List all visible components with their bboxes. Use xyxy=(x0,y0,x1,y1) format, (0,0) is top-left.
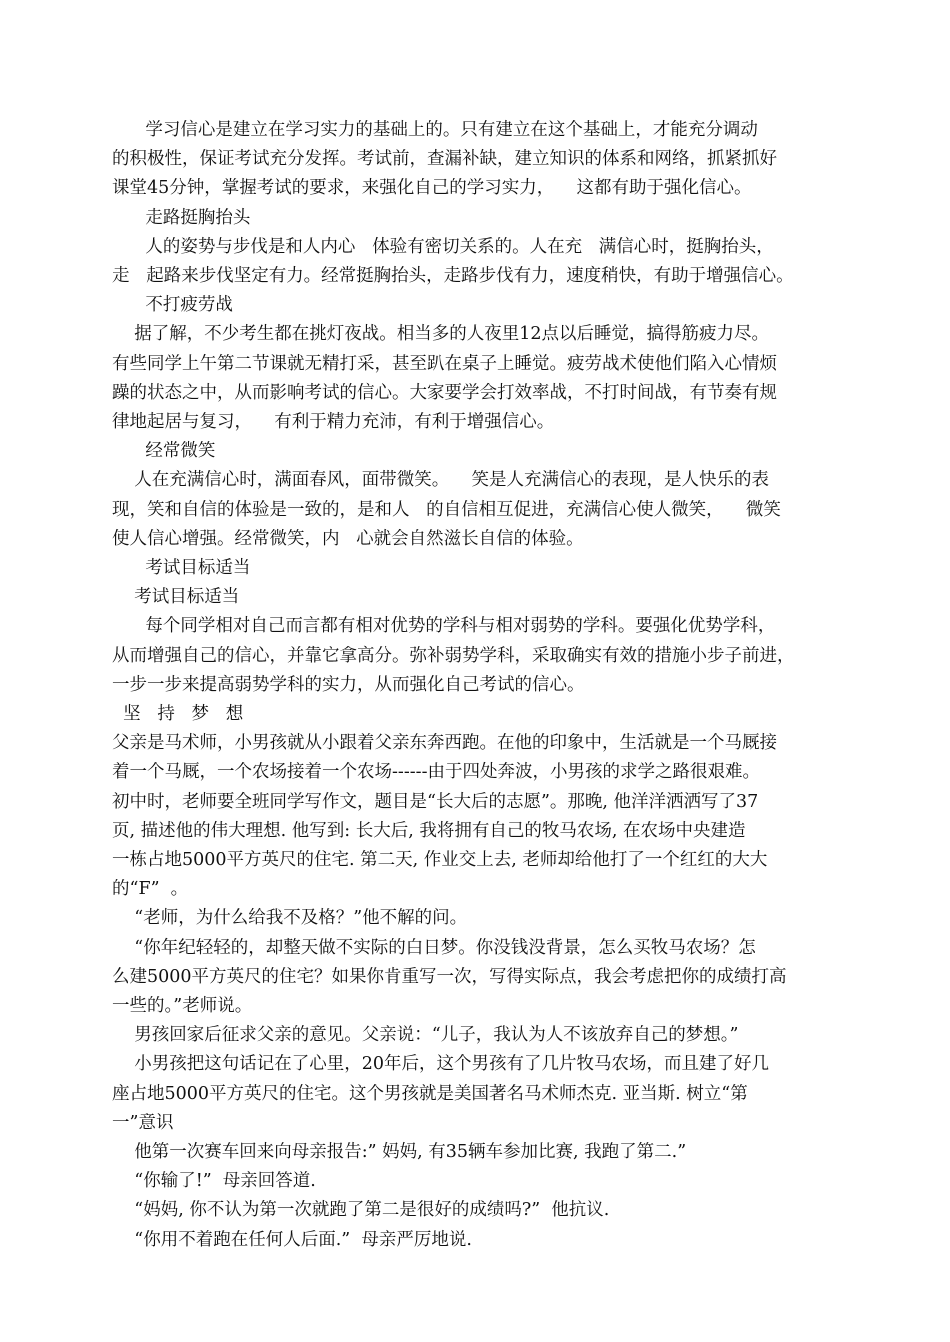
text-line: 每个同学相对自己而言都有相对优势的学科与相对弱势的学科。要强化优势学科， xyxy=(112,616,776,637)
text-line: 一步一步来提高弱势学科的实力，从而强化自己考试的信心。 xyxy=(112,674,585,695)
text-line: 座占地5000平方英尺的住宅。这个男孩就是美国著名马术师杰克. 亚当斯. 树立“第 xyxy=(112,1083,748,1104)
text-line: 的“F” 。 xyxy=(112,879,189,900)
text-line: 躁的状态之中，从而影响考试的信心。大家要学会打效率战，不打时间战，有节奏有规 xyxy=(112,382,777,403)
text-line: 考试目标适当 xyxy=(112,558,251,578)
text-line: 初中时，老师要全班同学写作文，题目是“长大后的志愿”。那晚, 他洋洋洒洒写了37 xyxy=(112,791,759,812)
text-line: 课堂45分钟，掌握考试的要求，来强化自己的学习实力， 这都有助于强化信心。 xyxy=(112,178,752,199)
text-line: “你用不着跑在任何人后面.” 母亲严厉地说. xyxy=(112,1229,472,1250)
text-line: 人在充满信心时，满面春风，面带微笑。 笑是人充满信心的表现，是人快乐的表 xyxy=(112,470,769,491)
text-line: 页, 描述他的伟大理想. 他写到: 长大后, 我将拥有自己的牧马农场, 在农场中央建造 xyxy=(112,820,746,841)
text-line: 有些同学上午第二节课就无精打采，甚至趴在桌子上睡觉。疲劳战术使他们陷入心情烦 xyxy=(112,353,777,374)
text-line: 男孩回家后征求父亲的意见。父亲说：“儿子，我认为人不该放弃自己的梦想。” xyxy=(112,1025,739,1046)
text-line: 使人信心增强。经常微笑，内 心就会自然滋长自信的体验。 xyxy=(112,528,584,549)
text-line: 的积极性，保证考试充分发挥。考试前，查漏补缺，建立知识的体系和网络，抓紧抓好 xyxy=(112,149,777,170)
text-line: 坚 持 梦 想 xyxy=(112,704,244,724)
text-line: 不打疲劳战 xyxy=(112,295,233,316)
text-line: 么建5000平方英尺的住宅？如果你肯重写一次，写得实际点，我会考虑把你的成绩打高 xyxy=(112,966,787,987)
text-line: 他第一次赛车回来向母亲报告:” 妈妈, 有35辆车参加比赛, 我跑了第二.” xyxy=(112,1142,687,1162)
text-line: 一些的。”老师说。 xyxy=(112,996,253,1016)
text-line: 一”意识 xyxy=(112,1112,174,1133)
text-line: 现，笑和自信的体验是一致的，是和人 的自信相互促进，充满信心使人微笑， 微笑 xyxy=(112,499,781,520)
text-line: 考试目标适当 xyxy=(112,587,240,608)
text-line: 据了解，不少考生都在挑灯夜战。相当多的人夜里12点以后睡觉，搞得筋疲力尽。 xyxy=(112,324,770,345)
text-line: 父亲是马术师，小男孩就从小跟着父亲东奔西跑。在他的印象中，生活就是一个马厩接 xyxy=(112,733,777,754)
text-line: “你年纪轻轻的，却整天做不实际的白日梦。你没钱没背景，怎么买牧马农场？怎 xyxy=(112,937,756,958)
text-line: 从而增强自己的信心，并靠它拿高分。弥补弱势学科，采取确实有效的措施小步子前进， xyxy=(112,645,795,666)
text-line: 走 起路来步伐坚定有力。经常挺胸抬头，走路步伐有力，速度稍快，有助于增强信心。 xyxy=(112,266,794,286)
text-line: “妈妈, 你不认为第一次就跑了第二是很好的成绩吗?” 他抗议. xyxy=(112,1200,610,1221)
text-line: 一栋占地5000平方英尺的住宅. 第二天, 作业交上去, 老师却给他打了一个红红的大大 xyxy=(112,850,768,870)
text-line: 走路挺胸抬头 xyxy=(112,207,251,228)
text-line: 学习信心是建立在学习实力的基础上的。只有建立在这个基础上，才能充分调动 xyxy=(112,120,758,140)
text-line: 小男孩把这句话记在了心里，20年后，这个男孩有了几片牧马农场，而且建了好几 xyxy=(112,1054,770,1075)
text-line: “老师，为什么给我不及格？”他不解的问。 xyxy=(112,908,468,929)
text-line: 经常微笑 xyxy=(112,441,216,462)
text-line: 律地起居与复习， 有利于精力充沛，有利于增强信心。 xyxy=(112,412,555,432)
text-line: 人的姿势与步伐是和人内心 体验有密切关系的。人在充 满信心时，挺胸抬头， xyxy=(112,236,774,257)
text-line: “你输了!” 母亲回答道. xyxy=(112,1171,316,1192)
text-line: 着一个马厩，一个农场接着一个农场------由于四处奔波，小男孩的求学之路很艰难。 xyxy=(112,762,760,783)
